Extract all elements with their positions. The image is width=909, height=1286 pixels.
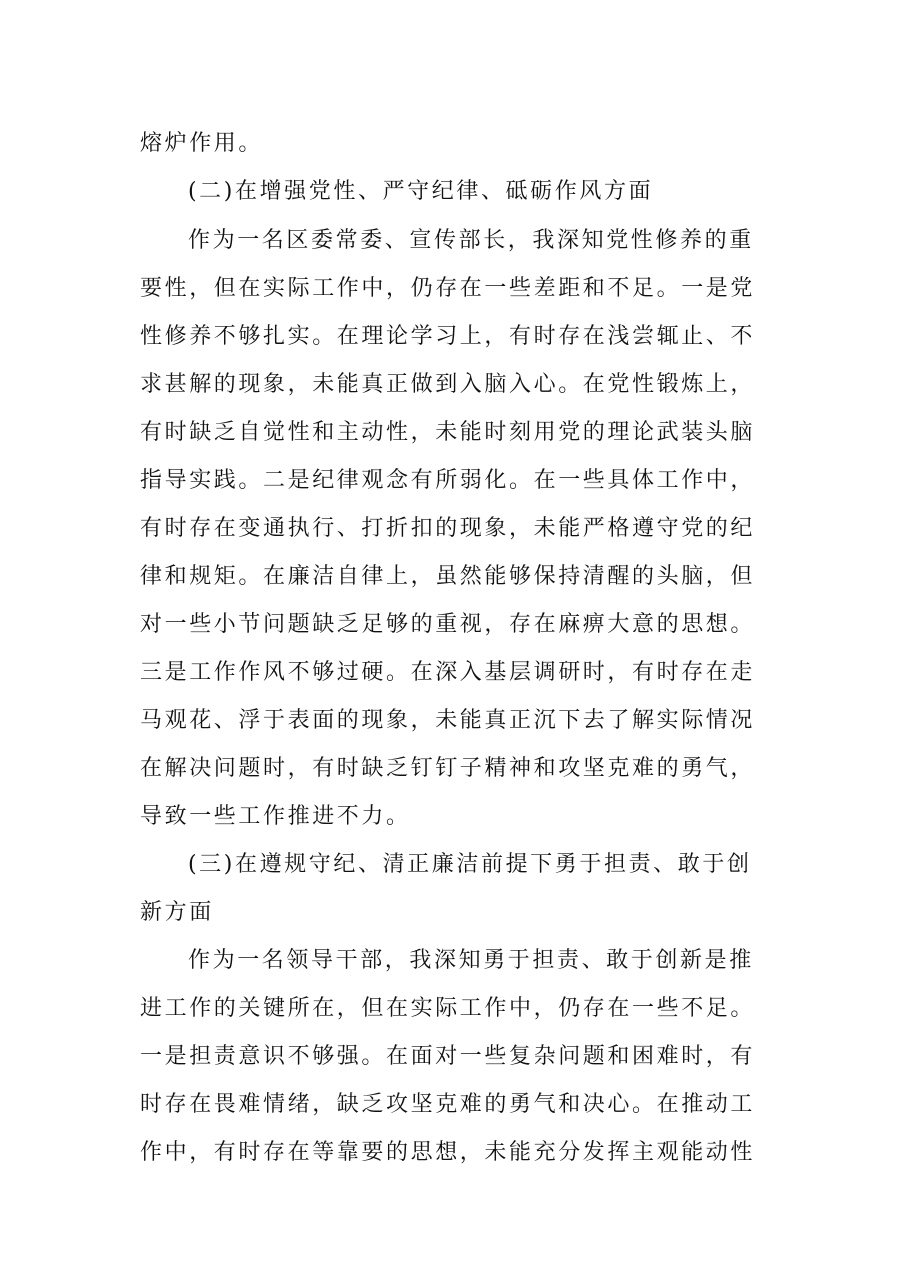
paragraph-line: 有时缺乏自觉性和主动性，未能时刻用党的理论武装头脑 (140, 420, 756, 445)
paragraph-line: 性修养不够扎实。在理论学习上，有时存在浅尝辄止、不 (140, 324, 756, 349)
paragraph-line: 在解决问题时，有时缺乏钉钉子精神和攻坚克难的勇气， (140, 756, 756, 781)
paragraph-line: 熔炉作用。 (140, 131, 264, 156)
paragraph-line: 指导实践。二是纪律观念有所弱化。在一些具体工作中， (140, 468, 756, 493)
paragraph-line: 一是担责意识不够强。在面对一些复杂问题和困难时，有 (140, 1044, 756, 1069)
paragraph-line: 进工作的关键所在，但在实际工作中，仍存在一些不足。 (140, 996, 756, 1021)
paragraph-line: 求甚解的现象，未能真正做到入脑入心。在党性锻炼上， (140, 372, 756, 397)
section-heading-2: (二)在增强党性、严守纪律、砥砺作风方面 (188, 179, 654, 204)
paragraph-line: 马观花、浮于表面的现象，未能真正沉下去了解实际情况 (140, 708, 756, 733)
paragraph-line: 导致一些工作推进不力。 (140, 804, 411, 829)
paragraph-line: 对一些小节问题缺乏足够的重视，存在麻痹大意的思想。 (140, 612, 756, 637)
section-heading-3-continued: 新方面 (140, 900, 214, 925)
paragraph-line: 作中，有时存在等靠要的思想，未能充分发挥主观能动性 (140, 1140, 756, 1165)
paragraph-line: 时存在畏难情绪，缺乏攻坚克难的勇气和决心。在推动工 (140, 1092, 756, 1117)
paragraph-line: 有时存在变通执行、打折扣的现象，未能严格遵守党的纪 (140, 516, 756, 541)
section-heading-3: (三)在遵规守纪、清正廉洁前提下勇于担责、敢于创 (188, 852, 752, 877)
paragraph-line: 作为一名领导干部，我深知勇于担责、敢于创新是推 (188, 948, 754, 973)
paragraph-line: 作为一名区委常委、宣传部长，我深知党性修养的重 (188, 228, 754, 253)
paragraph-line: 要性，但在实际工作中，仍存在一些差距和不足。一是党 (140, 276, 756, 301)
paragraph-line: 律和规矩。在廉洁自律上，虽然能够保持清醒的头脑，但 (140, 564, 756, 589)
paragraph-line: 三是工作作风不够过硬。在深入基层调研时，有时存在走 (140, 660, 756, 685)
